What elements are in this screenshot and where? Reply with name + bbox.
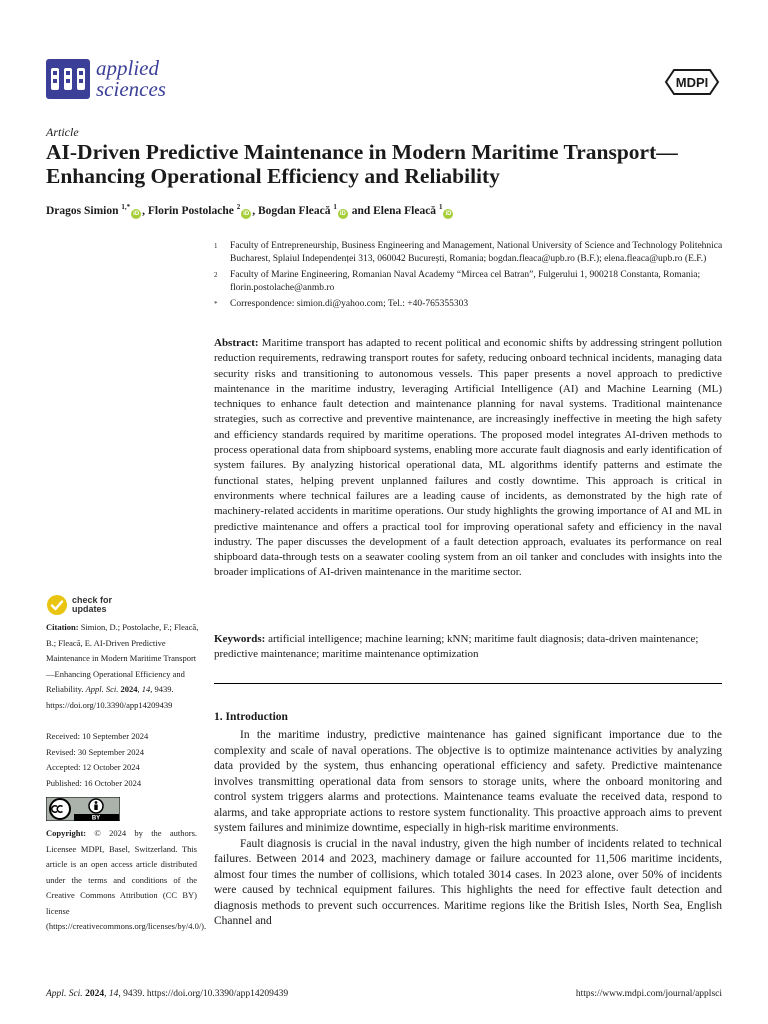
footer-doi[interactable]: , 9439. https://doi.org/10.3390/app14209439: [118, 989, 289, 999]
keywords: [214, 632, 722, 663]
correspondence-text: Correspondence: simion.di@yahoo.com; Tel.: +40-765355303: [230, 299, 469, 309]
date-published: Published: 16 October 2024: [46, 777, 142, 788]
article-type: Article: [46, 125, 79, 139]
author-name: Florin Postolache: [147, 204, 234, 217]
citation-text: Simion, D.; Postolache, F.; Fleacă, B.; Fleacă, E. AI-Driven Predictive Maintenance in Modern Maritime Transport—Enhancing Operational Efficiency and Reliability.: [46, 622, 199, 694]
abstract: [214, 336, 722, 581]
date-accepted: Accepted: 12 October 2024: [46, 762, 140, 772]
author-affiliation-mark: 2: [236, 203, 241, 211]
copyright-text: © 2024 by the authors. Licensee MDPI, Basel, Switzerland. This article is an open access article distributed under the terms and conditions of the Creative Commons Attribution (CC BY) license (https://creativecommons.org/licenses/by/4.0/).: [46, 828, 207, 931]
date-received: Received: 10 September 2024: [46, 731, 149, 741]
cc-by-icon: [46, 797, 120, 821]
keywords-text: artificial intelligence; machine learning; kNN; maritime fault diagnosis; data-driven maintenance; predictive maintenance; maritime maintenance optimization: [214, 633, 699, 661]
citation-year: 2024: [120, 684, 138, 694]
author-name: Dragos Simion: [46, 204, 119, 217]
abstract-label: Abstract:: [214, 337, 259, 349]
check-updates-icon: [46, 594, 68, 616]
citation-volume: 14: [141, 684, 151, 694]
abstract-text: Maritime transport has adapted to recent political and economic shifts by addressing stringent pollution reduction requirements, redrawing transport routes for safety, reducing onboard technical incidents, managing data security risks and transitioning to autonomous vessels. This paper presents a novel approach to predictive maintenance in the maritime industry, leveraging Artificial Intelligence (AI) and Machine Learning (ML) techniques to enhance fault detection and maintenance planning for naval systems. Traditional maintenance strategies, such as corrective and preventive maintenance, are increasingly ineffective in meeting the high safety and efficiency standards required by maritime operations. The proposed model integrates AI-driven methods to process operational data from shipboard systems, enabling more accurate fault diagnosis and early identification of system failures. By analyzing historical operational data, ML algorithms identify patterns and estimate the functional states, helping prevent unplanned failures and costly downtime. This approach is critical in environments where technical failures are a leading cause of incidents, as demonstrated by the high rate of machinery-related accidents in maritime operations. Our study highlights the growing importance of AI and ML in predictive maintenance and offers a practical tool for improving operational safety and efficiency in the naval industry. The paper discusses the development of a fault detection approach, evaluates its performance on real shipboard data-through tests on a seawater cooling system from an oil tanker and concludes with insights into the broader implications of AI-driven maintenance in the maritime sector.: [214, 337, 722, 579]
check-for-updates[interactable]: [46, 594, 112, 616]
author-separator: ,: [142, 204, 148, 217]
author-list: [46, 203, 454, 219]
publication-dates: [46, 729, 202, 791]
footer-journal-url[interactable]: https://www.mdpi.com/journal/applsci: [575, 989, 722, 999]
citation-label: Citation:: [46, 622, 79, 632]
cc-by-label: BY: [91, 815, 101, 821]
keywords-label: Keywords:: [214, 633, 266, 645]
footer-journal: Appl. Sci.: [46, 989, 83, 999]
footer-year: 2024: [85, 989, 105, 999]
affiliation-mark: 1: [214, 242, 218, 250]
cc-by-license-badge[interactable]: [46, 797, 120, 826]
orcid-icon[interactable]: iD: [445, 210, 452, 217]
orcid-icon[interactable]: iD: [133, 210, 140, 217]
footer-citation: Appl. Sci. 2024, 14, 9439. https://doi.org/10.3390/app14209439: [46, 989, 289, 999]
date-revised: Revised: 30 September 2024: [46, 746, 144, 757]
author-name: Elena Fleacă: [373, 204, 437, 217]
orcid-icon[interactable]: iD: [339, 210, 346, 217]
affiliation-mark: *: [214, 300, 218, 308]
author-name: Bogdan Fleacă: [257, 204, 331, 217]
copyright-notice: [46, 826, 207, 935]
affiliation-text: Faculty of Entrepreneurship, Business Engineering and Management, National University of Science and Technology Politehnica Bucharest, Splaiul Independenței 313, 060042 București, Romania; bogdan.fleaca@upb.ro (B.F.); elena.fleaca@upb.ro (E.F.): [230, 241, 723, 264]
introduction-body: [214, 728, 722, 930]
paragraph: In the maritime industry, predictive maintenance has gained significant importance due to the complexity and scale of naval operations. The objective is to optimize maintenance activities by analyzing data provided by the system, thus enhancing operational efficiency and safety. Predictive maintenance involves transmitting operational data from sensors to storage units, where the onboard monitoring and control system triggers alarms and protections. Maintenance teams evaluate the received data, respond to alarms, and take appropriate actions to restore system functionality. This proactive approach aims to prevent system failures and minimize downtime, especially in high-risk maritime environments.: [214, 729, 722, 834]
correspondence-item: [214, 298, 724, 311]
section-divider: [214, 683, 722, 684]
affiliation-item: [214, 240, 724, 265]
publisher-logo: [664, 68, 720, 101]
journal-name: [96, 58, 166, 100]
citation-journal: Appl. Sci.: [85, 684, 119, 694]
author-affiliation-mark: 1,*: [121, 203, 131, 211]
journal-name-line1: applied: [96, 56, 159, 80]
journal-name-line2: sciences: [96, 77, 166, 101]
journal-emblem-icon: [46, 59, 90, 99]
author-affiliation-mark: 1: [438, 203, 443, 211]
author-separator: ,: [252, 204, 258, 217]
check-updates-line2: updates: [72, 604, 107, 614]
author-separator: and: [348, 204, 374, 217]
author-affiliation-mark: 1: [333, 203, 337, 211]
orcid-icon[interactable]: iD: [243, 210, 250, 217]
citation-doi[interactable]: , 9439. https://doi.org/10.3390/app14209439: [46, 684, 174, 710]
affiliation-item: [214, 269, 724, 294]
journal-logo: [46, 58, 166, 100]
article-title: AI-Driven Predictive Maintenance in Modern Maritime Transport—Enhancing Operational Efficiency and Reliability: [46, 140, 678, 188]
citation: Citation: Simion, D.; Postolache, F.; Fleacă, B.; Fleacă, E. AI-Driven Predictive Maintenance in Modern Maritime Transport—Enhancing Operational Efficiency and Reliability. Appl. Sci. 2024, 14, 9439. https://doi.org/10.3390/app14209439: [46, 622, 199, 710]
affiliation-mark: 2: [214, 271, 218, 279]
affiliations: [214, 240, 724, 315]
affiliation-text: Faculty of Marine Engineering, Romanian Naval Academy “Mircea cel Batran”, Fulgerului 1, 900218 Constanta, Romania; florin.postolache@anmb.ro: [230, 270, 701, 293]
section-heading: 1. Introduction: [214, 711, 288, 723]
paragraph: Fault diagnosis is crucial in the naval industry, given the high number of incidents related to technical failures. Between 2014 and 2023, machinery damage or failure accounted for 11,506 maritime incidents, almost four times the number of collisions, which totaled 3014 cases. In 2023 alone, over 50% of incidents were caused by technical equipment failures. This highlights the need for effective fault detection and diagnosis methods to prevent such occurrences. Maritime regions like the British Isles, North Sea, English Channel and: [214, 837, 722, 927]
copyright-label: Copyright:: [46, 828, 87, 838]
check-updates-line1: check for: [72, 594, 113, 605]
footer-volume: 14: [108, 989, 119, 999]
mdpi-logo-icon: [664, 68, 720, 96]
publisher-name: MDPI: [675, 75, 709, 90]
